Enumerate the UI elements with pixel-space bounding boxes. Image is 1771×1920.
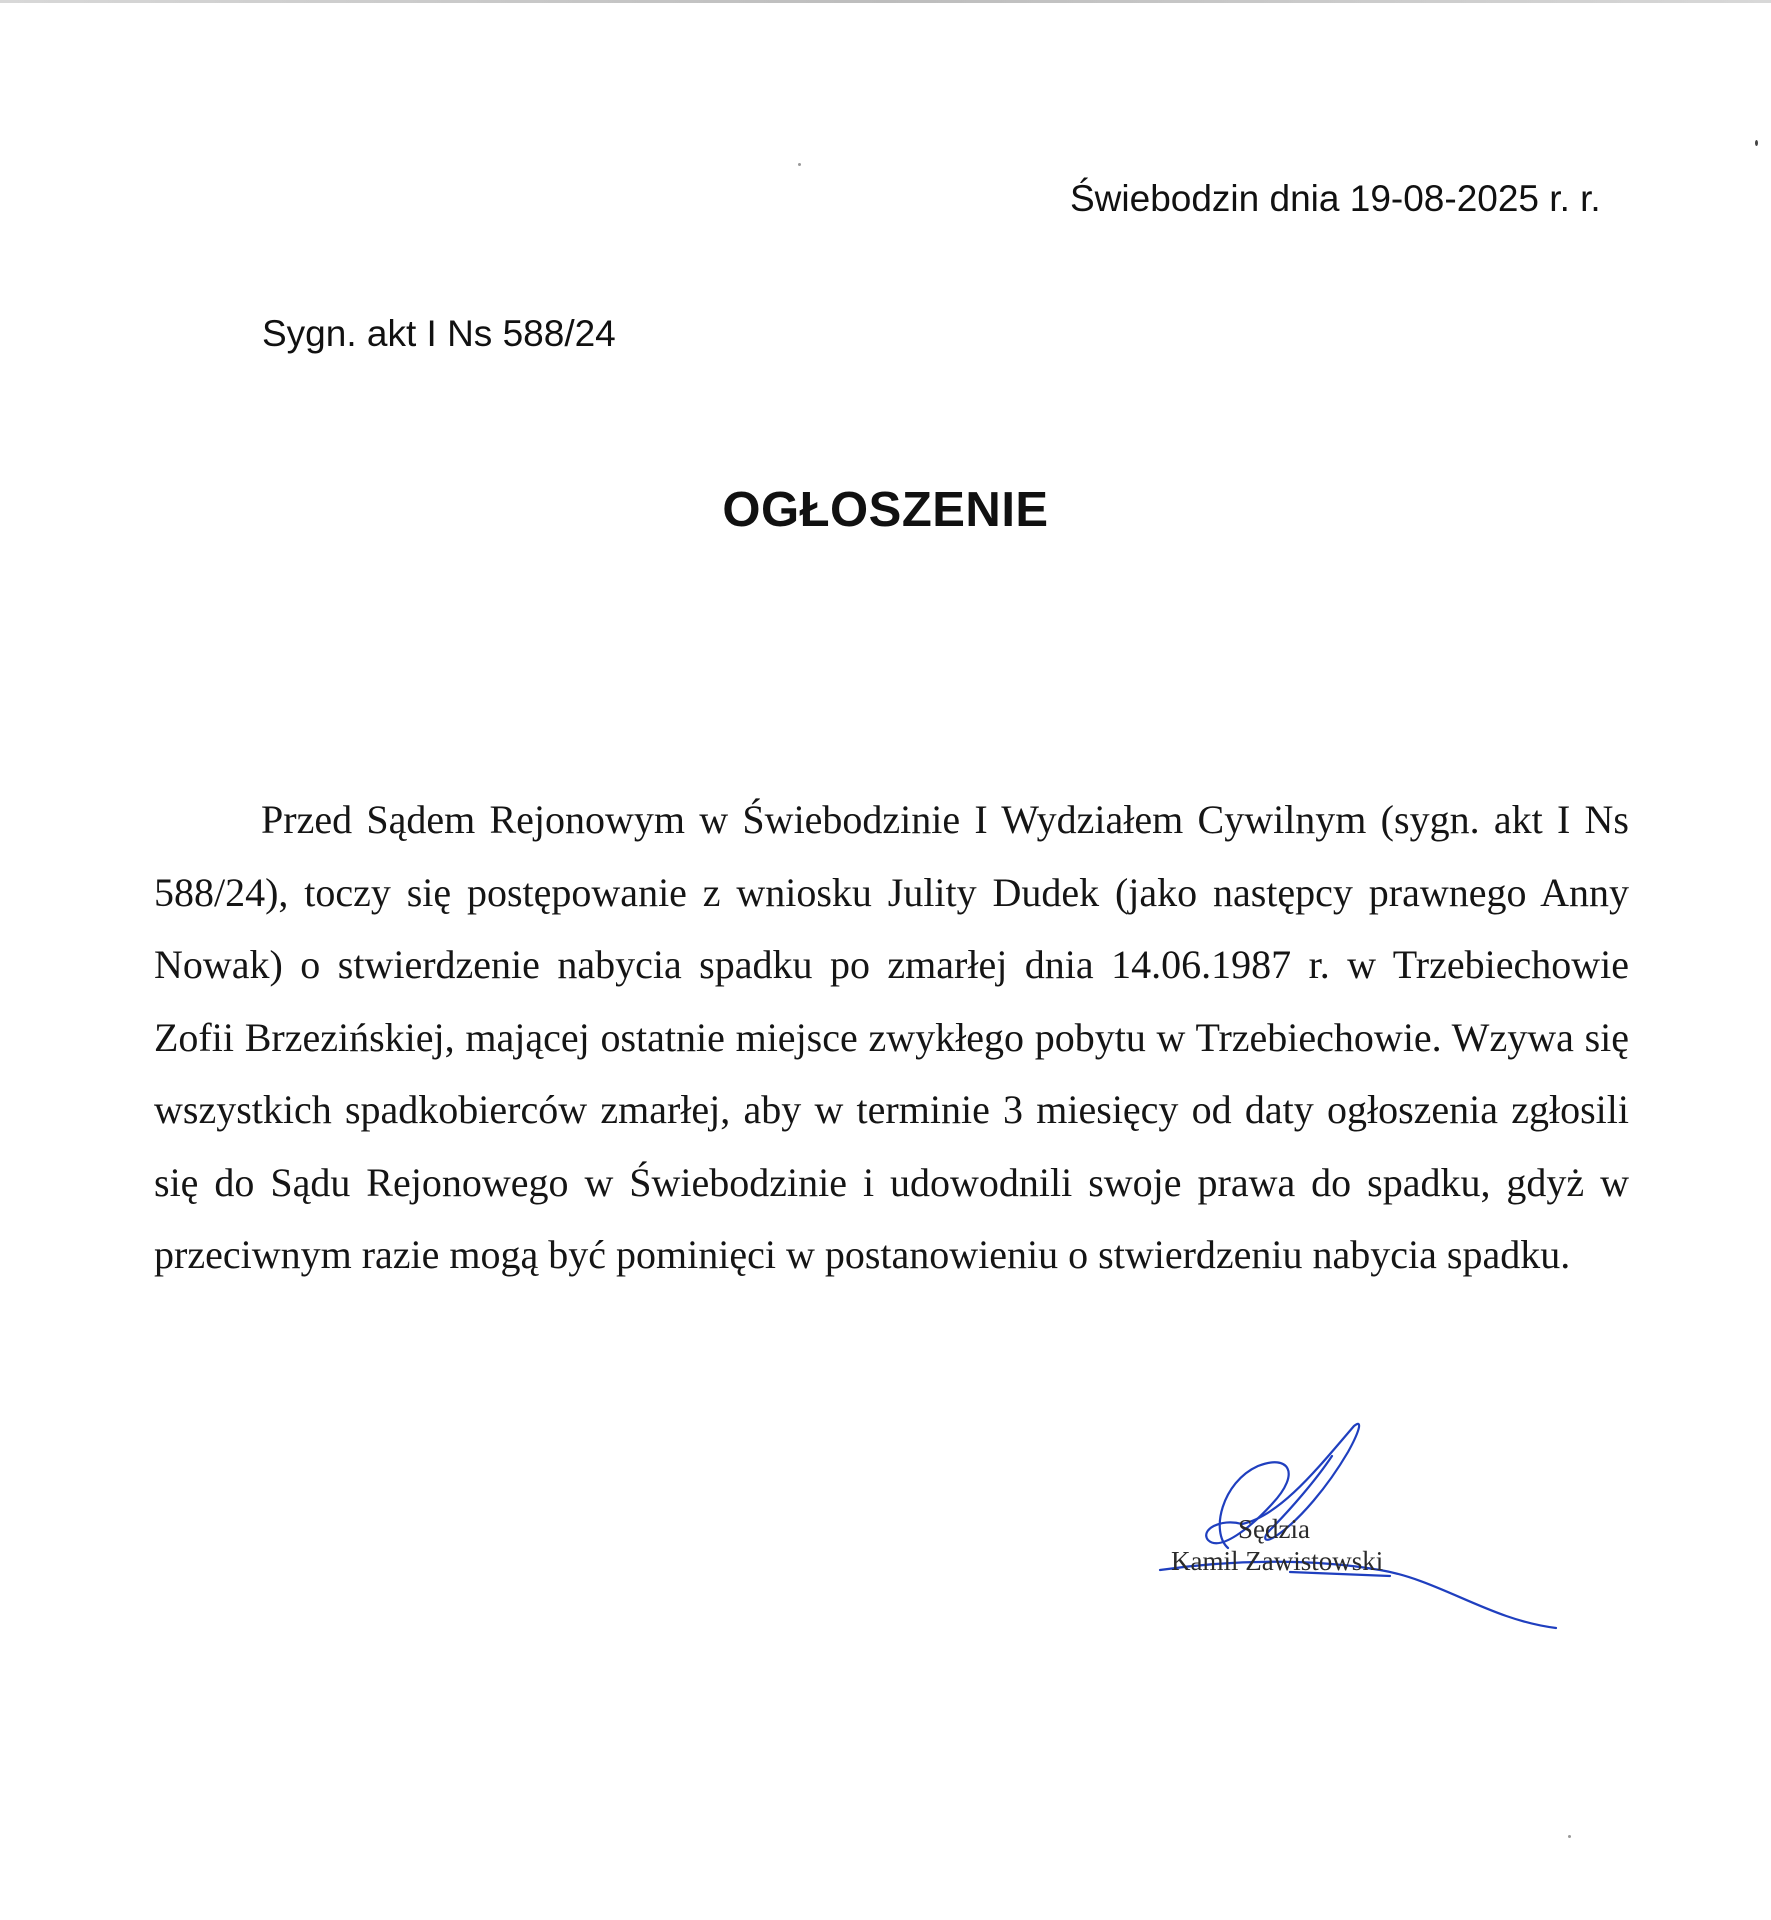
signature-role: Sędzia: [1238, 1514, 1310, 1544]
scan-top-edge: [0, 0, 1771, 3]
signature-block: [1150, 1420, 1570, 1640]
document-title: OGŁOSZENIE: [722, 483, 1049, 537]
scan-speck: [1755, 140, 1758, 146]
case-reference: Sygn. akt I Ns 588/24: [262, 313, 616, 354]
scan-speck: [798, 163, 801, 166]
signature-name: Kamil Zawistowski: [1171, 1546, 1384, 1576]
scan-speck: [1568, 1835, 1571, 1838]
handwritten-signature: [1150, 1420, 1570, 1640]
announcement-body: Przed Sądem Rejonowym w Świebodzinie I Wydziałem Cywilnym (sygn. akt I Ns 588/24), toczy się postępowanie z wniosku Julity Dudek (jako następcy prawnego Anny Nowak) o stwierdzenie nabycia spadku po zmarłej dnia 14.06.1987 r. w Trzebiechowie Zofii Brzezińskiej, mającej ostatnie miejsce zwykłego pobytu w Trzebiechowie. Wzywa się wszystkich spadkobierców zmarłej, aby w terminie 3 miesięcy od daty ogłoszenia zgłosili się do Sądu Rejonowego w Świebodzinie i udowodnili swoje prawa do spadku, gdyż w przeciwnym razie mogą być pominięci w postanowieniu o stwierdzeniu nabycia spadku.: [154, 797, 1629, 1277]
document-date: Świebodzin dnia 19-08-2025 r. r.: [1070, 178, 1601, 219]
